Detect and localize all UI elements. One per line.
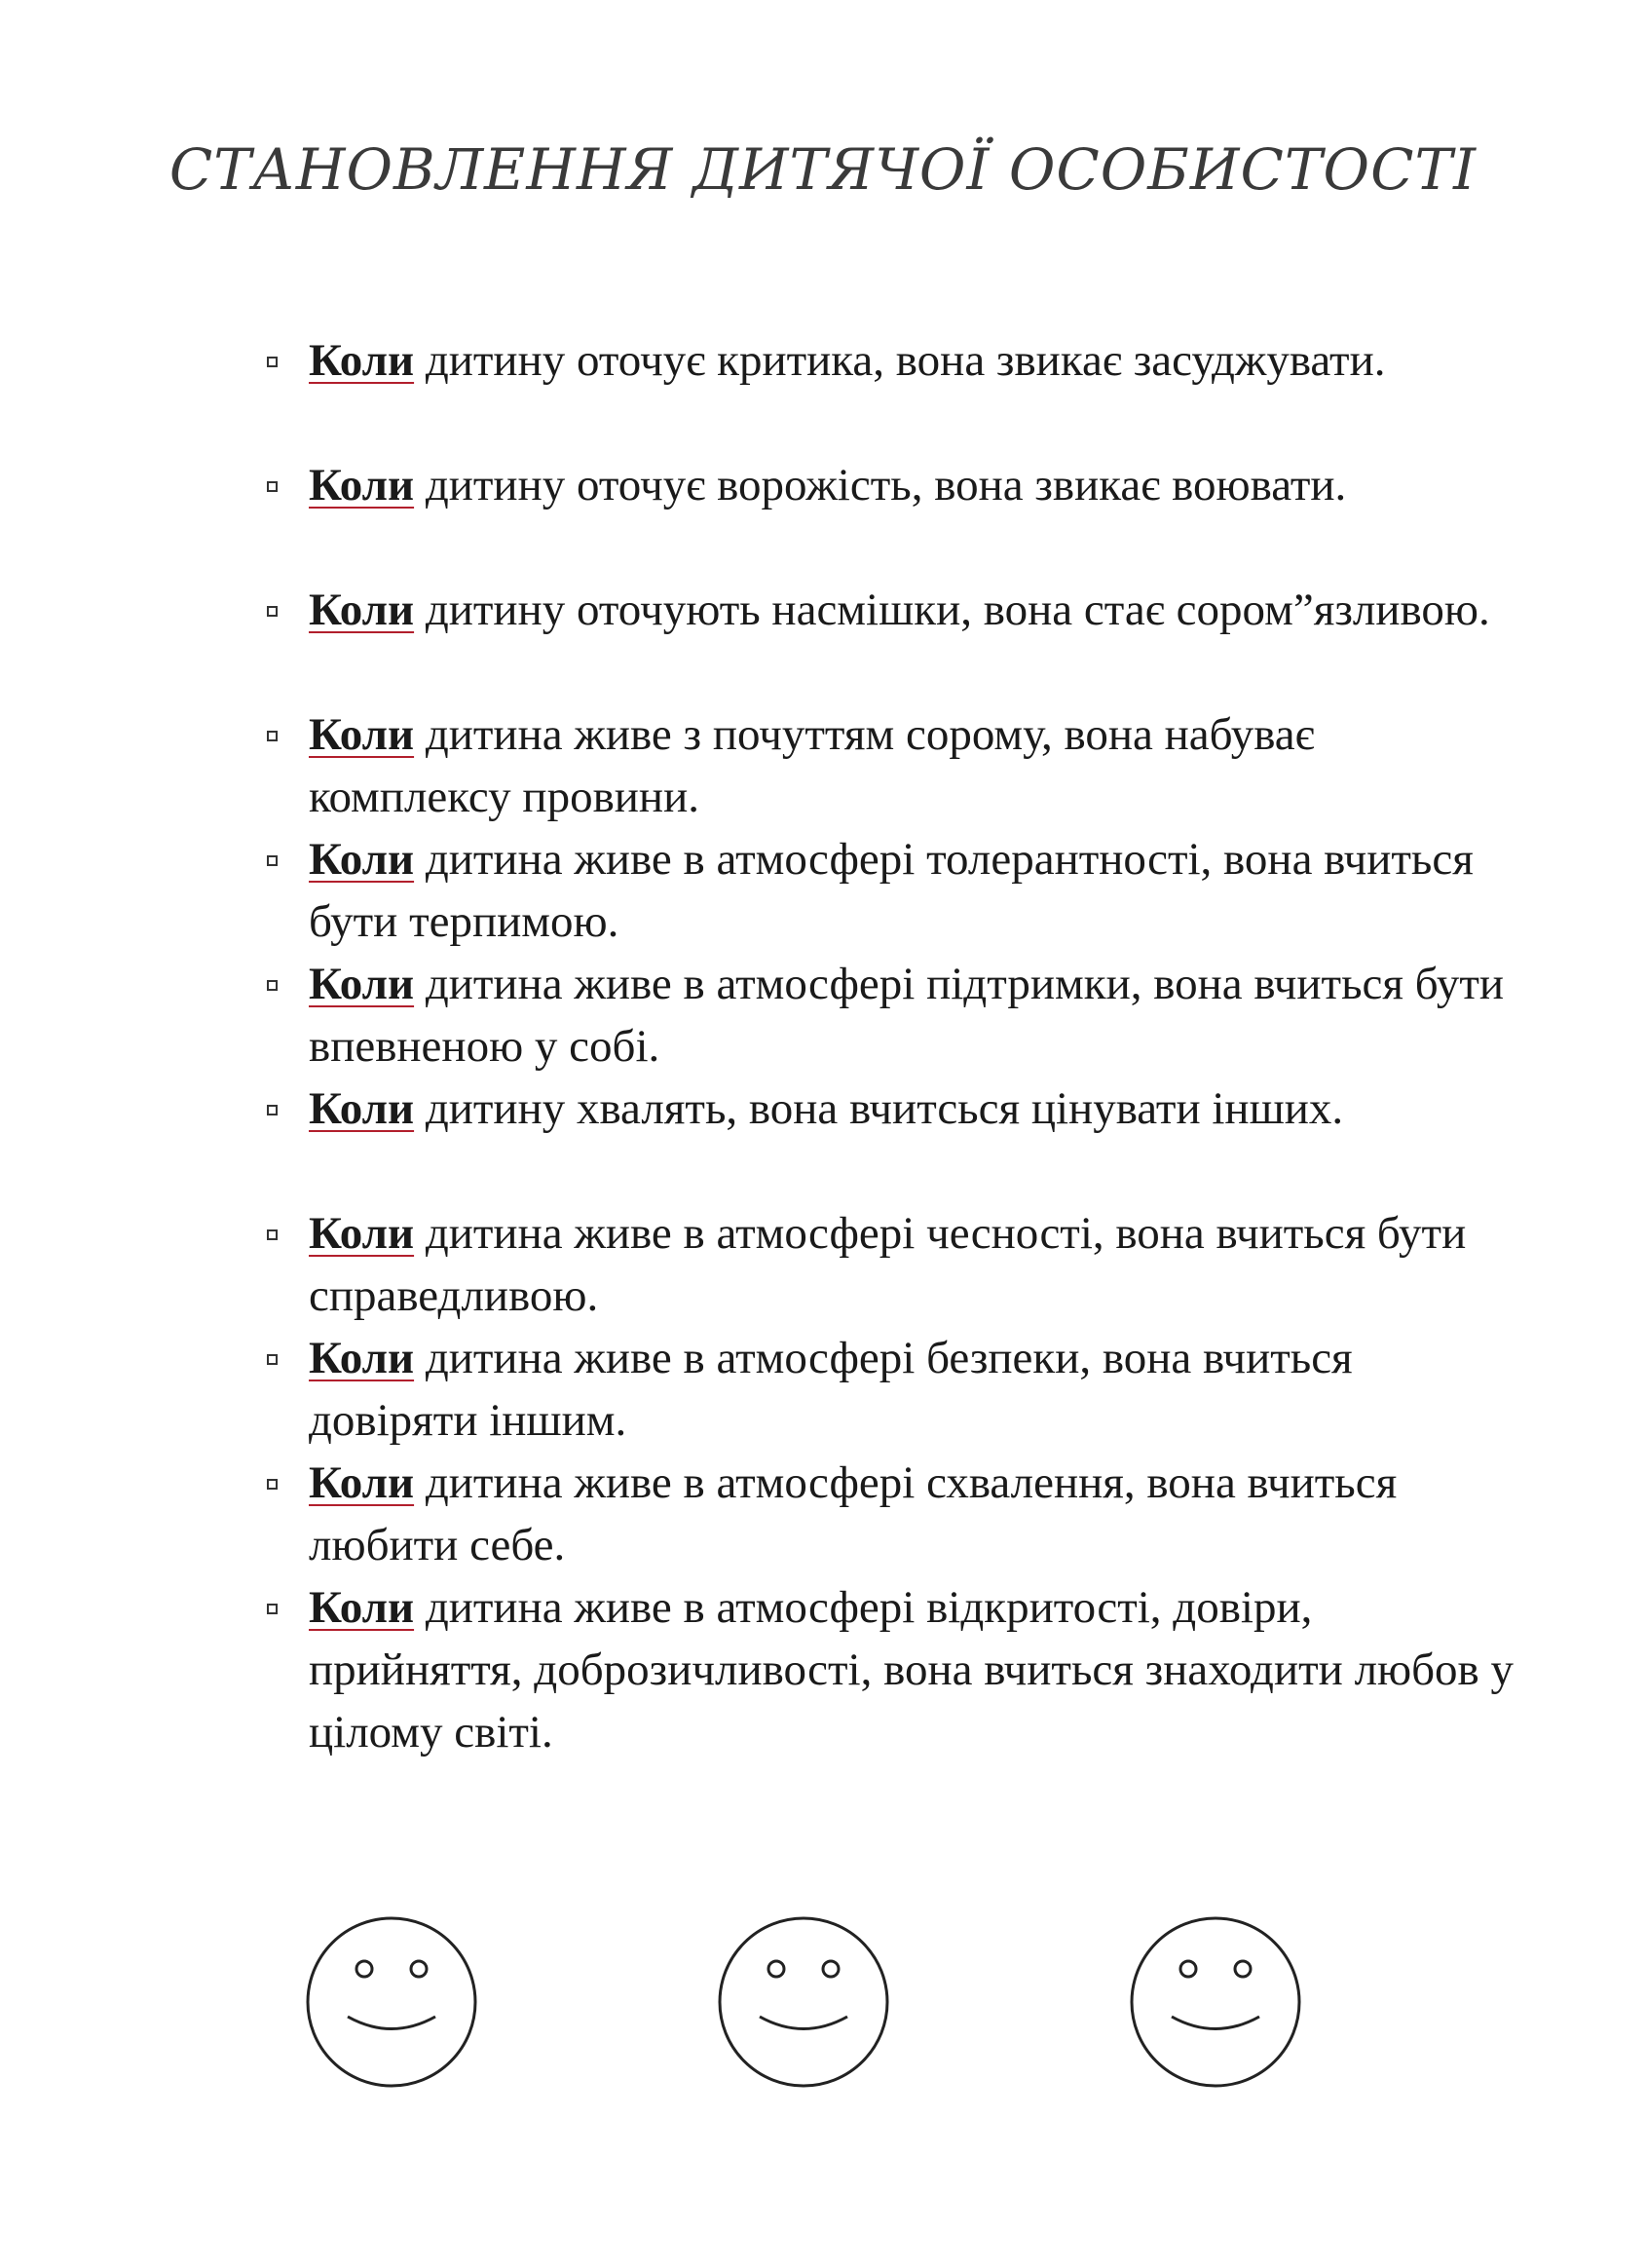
item-keyword: Коли xyxy=(309,1333,415,1383)
list-item xyxy=(255,329,1521,454)
item-text: дитину оточує ворожість, вона звикає воювати. xyxy=(414,460,1347,510)
item-text: дитина живе в атмосфері толерантності, вона вчиться бути терпимою. xyxy=(309,834,1474,947)
checkbox-bullet-icon xyxy=(267,1354,278,1365)
checkbox-bullet-icon xyxy=(267,1479,278,1490)
checkbox-bullet-icon xyxy=(267,606,278,617)
item-keyword: Коли xyxy=(309,585,415,635)
item-keyword: Коли xyxy=(309,1208,415,1259)
item-keyword: Коли xyxy=(309,709,415,760)
checkbox-bullet-icon xyxy=(267,980,278,991)
list-item xyxy=(255,579,1521,703)
item-keyword: Коли xyxy=(309,1457,415,1508)
checkbox-bullet-icon xyxy=(267,855,278,866)
list-item xyxy=(255,1077,1521,1202)
item-text: дитину оточує критика, вона звикає засуджувати. xyxy=(414,335,1386,386)
smiley-face-icon xyxy=(716,1914,891,2090)
item-text: дитина живе в атмосфері підтримки, вона вчиться бути впевненою у собі. xyxy=(309,959,1505,1072)
list-item xyxy=(255,1452,1521,1576)
item-keyword: Коли xyxy=(309,335,415,386)
list-item xyxy=(255,1202,1521,1327)
page-title: СТАНОВЛЕННЯ ДИТЯЧОЇ ОСОБИСТОСТІ xyxy=(168,136,1478,203)
item-keyword: Коли xyxy=(309,1582,415,1633)
item-keyword: Коли xyxy=(309,1083,415,1134)
item-keyword: Коли xyxy=(309,959,415,1009)
item-text: дитина живе в атмосфері чесності, вона вчиться бути справедливою. xyxy=(309,1208,1467,1321)
checkbox-bullet-icon xyxy=(267,357,278,367)
item-text: дитина живе в атмосфері безпеки, вона вчиться довіряти іншим. xyxy=(309,1333,1353,1446)
item-text: дитина живе в атмосфері відкритості, довіри, прийняття, доброзичливості, вона вчиться знаходити любов у цілому світі. xyxy=(309,1582,1514,1758)
item-text: дитина живе в атмосфері схвалення, вона вчиться любити себе. xyxy=(309,1457,1398,1570)
statement-list xyxy=(255,329,1521,1763)
list-item xyxy=(255,1327,1521,1452)
list-item xyxy=(255,953,1521,1077)
checkbox-bullet-icon xyxy=(267,481,278,492)
item-keyword: Коли xyxy=(309,834,415,885)
item-keyword: Коли xyxy=(309,460,415,510)
checkbox-bullet-icon xyxy=(267,1604,278,1614)
item-text: дитину оточують насмішки, вона стає сором”язливою. xyxy=(414,585,1490,635)
list-item xyxy=(255,703,1521,828)
item-text: дитину хвалять, вона вчитсься цінувати інших. xyxy=(414,1083,1344,1134)
smiley-row xyxy=(0,1914,1646,2090)
checkbox-bullet-icon xyxy=(267,731,278,741)
item-text: дитина живе з почуттям сорому, вона набуває комплексу провини. xyxy=(309,709,1315,822)
smiley-face-icon xyxy=(1128,1914,1303,2090)
list-item xyxy=(255,1576,1521,1763)
smiley-face-icon xyxy=(304,1914,479,2090)
list-item xyxy=(255,828,1521,953)
checkbox-bullet-icon xyxy=(267,1105,278,1115)
checkbox-bullet-icon xyxy=(267,1229,278,1240)
list-item xyxy=(255,454,1521,579)
